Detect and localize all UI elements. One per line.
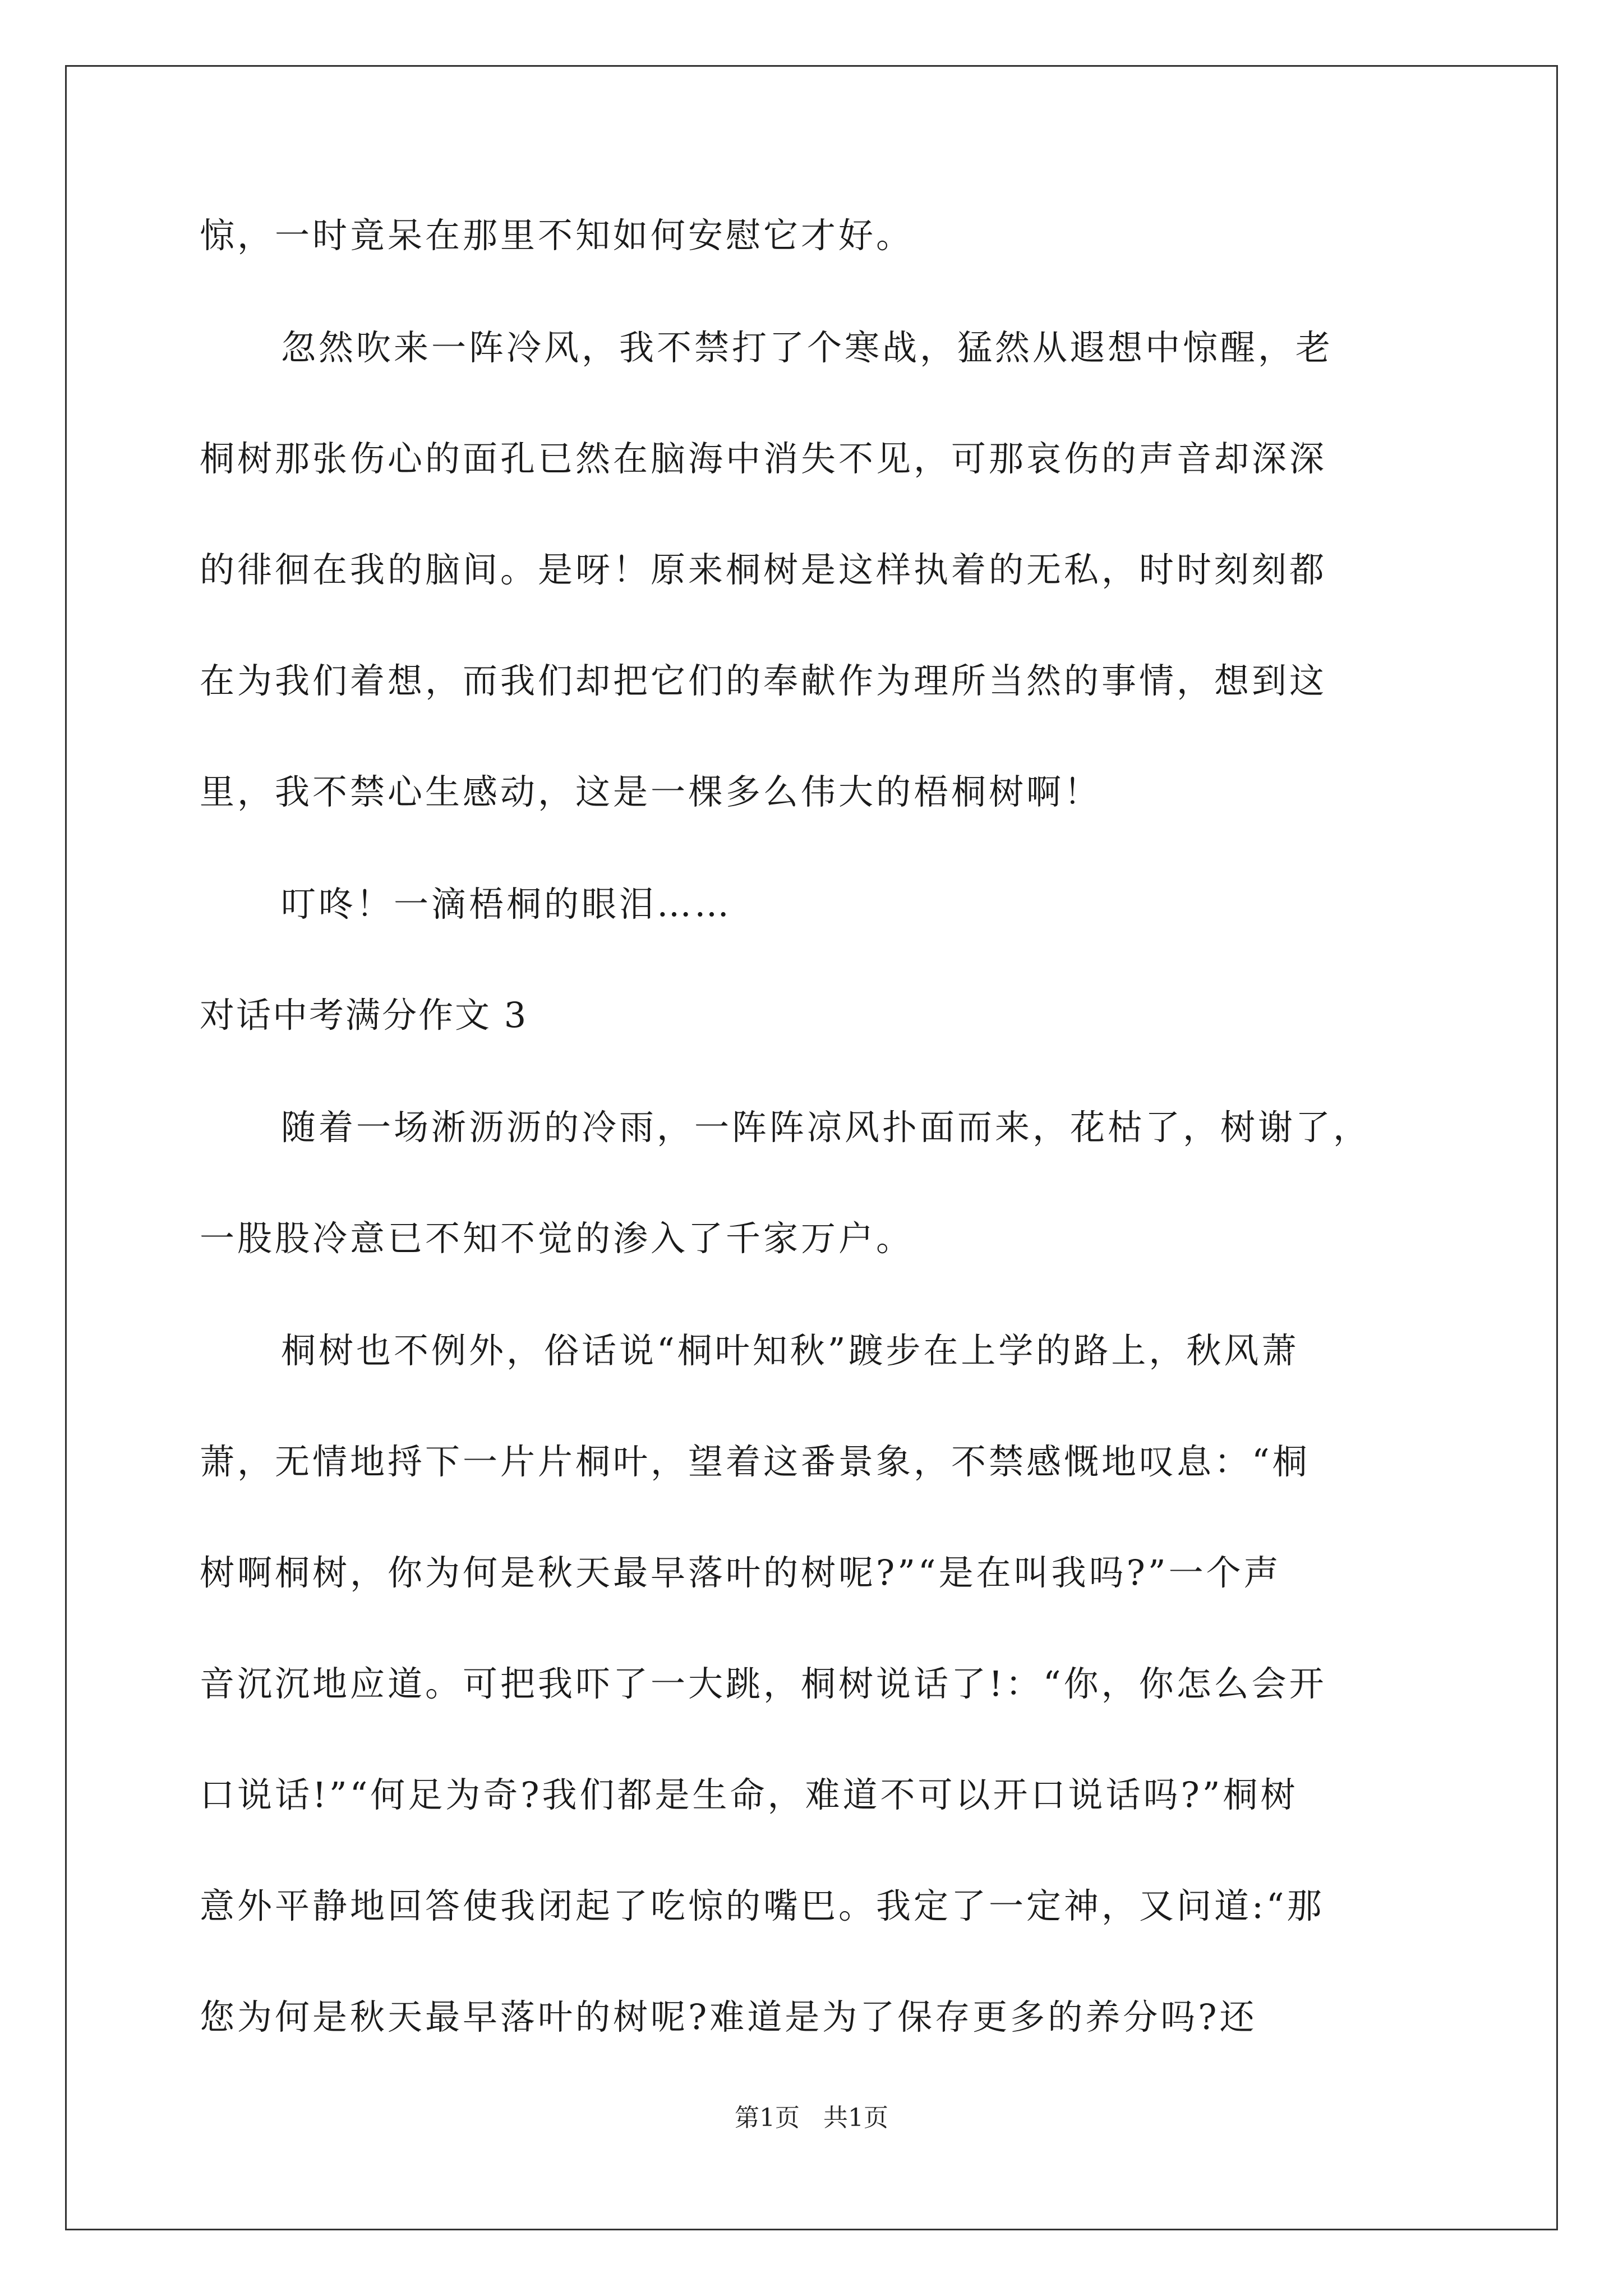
- paragraph-line: 树啊桐树，你为何是秋天最早落叶的树呢?”“是在叫我吗?”一个声: [200, 1552, 1281, 1593]
- paragraph-line: 萧，无情地捋下一片片桐叶，望着这番景象，不禁感慨地叹息：“桐: [200, 1441, 1310, 1482]
- section-heading: 对话中考满分作文 3: [200, 995, 528, 1036]
- paragraph-line: 桐树也不例外，俗话说“桐叶知秋”踱步在上学的路上，秋风萧: [281, 1330, 1299, 1371]
- paragraph-line: 里，我不禁心生感动，这是一棵多么伟大的梧桐树啊！: [200, 771, 1102, 812]
- paragraph-line: 的徘徊在我的脑间。是呀！原来桐树是这样执着的无私，时时刻刻都: [200, 549, 1327, 590]
- paragraph-line: 意外平静地回答使我闭起了吃惊的嘴巴。我定了一定神，又问道:“那: [200, 1885, 1325, 1926]
- paragraph-line: 音沉沉地应道。可把我吓了一大跳，桐树说话了!：“你，你怎么会开: [200, 1663, 1327, 1704]
- paragraph-line: 叮咚！一滴梧桐的眼泪……: [281, 884, 732, 924]
- paragraph-line: 惊，一时竟呆在那里不知如何安慰它才好。: [200, 215, 914, 256]
- page-footer: 第1页 共1页: [735, 2104, 888, 2132]
- paragraph-line: 忽然吹来一阵冷风，我不禁打了个寒战，猛然从遐想中惊醒，老: [281, 327, 1334, 368]
- paragraph-line: 您为何是秋天最早落叶的树呢?难道是为了保存更多的养分吗?还: [200, 1996, 1257, 2037]
- paragraph-line: 一股股冷意已不知不觉的渗入了千家万户。: [200, 1218, 914, 1259]
- paragraph-line: 口说话!”“何足为奇?我们都是生命，难道不可以开口说话吗?”桐树: [200, 1774, 1298, 1815]
- paragraph-line: 在为我们着想，而我们却把它们的奉献作为理所当然的事情，想到这: [200, 660, 1327, 701]
- paragraph-line: 随着一场淅沥沥的冷雨，一阵阵凉风扑面而来，花枯了，树谢了，: [281, 1107, 1371, 1148]
- paragraph-line: 桐树那张伤心的面孔已然在脑海中消失不见，可那哀伤的声音却深深: [200, 438, 1327, 479]
